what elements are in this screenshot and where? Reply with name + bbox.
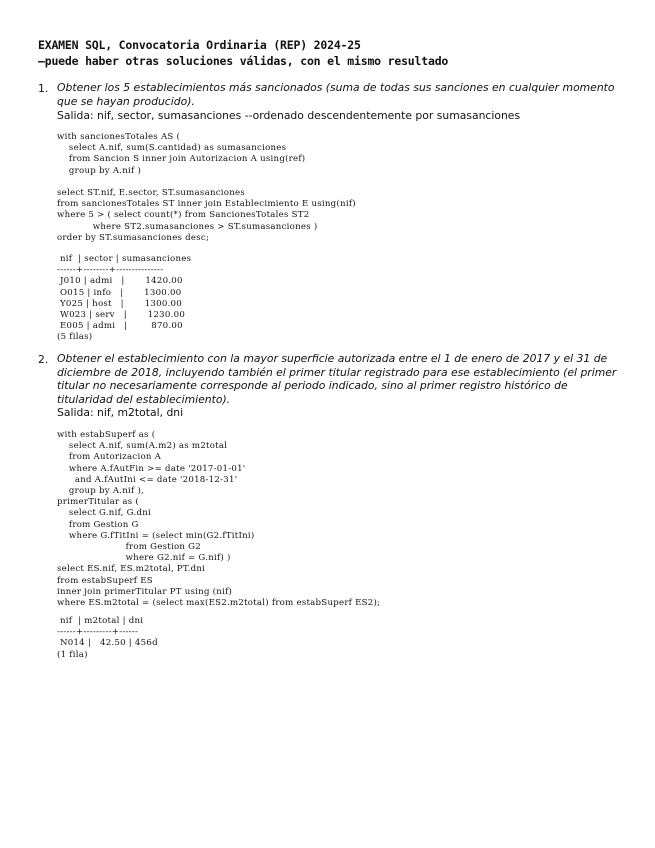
question-2-number: 2. bbox=[38, 353, 49, 366]
question-2-output-spec: Salida: nif, m2total, dni bbox=[57, 406, 184, 419]
question-2-statement: Obtener el establecimiento con la mayor superficie autorizada entre el 1 de enero de 2017 y el 31 de diciembre de 2018, incluyendo también el primer titular registrado para ese establecimiento (el primer titular no necesariamente corresponde al periodo indicado, sino al primer registro histórico de titularidad del establecimiento). bbox=[57, 352, 617, 406]
question-1-number: 1. bbox=[38, 82, 49, 95]
question-1-sql-solution: with sancionesTotales AS ( select A.nif, sum(S.cantidad) as sumasanciones from Sancion S inner join Autorizacion A using(ref) group by A.nif ) select ST.nif, E.sector, ST.sumasanciones from sancionesTotales ST inner join Establecimiento E using(nif) where 5 > ( select count(*) from SancionesTotales ST2 where ST2.sumasanciones > ST.sumasanciones ) order by ST.sumasanciones desc; bbox=[57, 132, 356, 243]
exam-subtitle: —puede haber otras soluciones válidas, con el mismo resultado bbox=[38, 54, 449, 68]
question-2-result-table: nif | m2total | dni ------+---------+------ N014 | 42.50 | 456d (1 fila) bbox=[57, 616, 158, 660]
question-1-statement: Obtener los 5 establecimientos más sancionados (suma de todas sus sanciones en cualquier momento que se hayan producido). bbox=[57, 81, 615, 108]
question-1-result-table: nif | sector | sumasanciones ------+--------+--------------- J010 | admi | 1420.00 O015 | info | 1300.00 Y025 | host | 1300.00 W023 | serv | 1230.00 E005 | admi | 870.00 (5 filas) bbox=[57, 254, 192, 343]
question-2-sql-solution: with estabSuperf as ( select A.nif, sum(A.m2) as m2total from Autorizacion A where A.fAutFin >= date '2017-01-01' and A.fAutIni <= date '2018-12-31' group by A.nif ), primerTitular as ( select G.nif, G.dni from Gestion G where G.fTitIni = (select min(G2.fTitIni) from Gestion G2 where G2.nif = G.nif) ) select ES.nif, ES.m2total, PT.dni from estabSuperf ES inner join primerTitular PT using (nif) where ES.m2total = (select max(ES2.m2total) from estabSuperf ES2); bbox=[57, 430, 381, 609]
exam-title: EXAMEN SQL, Convocatoria Ordinaria (REP) 2024-25 bbox=[38, 38, 361, 52]
question-1-output-spec: Salida: nif, sector, sumasanciones --ordenado descendentemente por sumasanciones bbox=[57, 109, 521, 122]
